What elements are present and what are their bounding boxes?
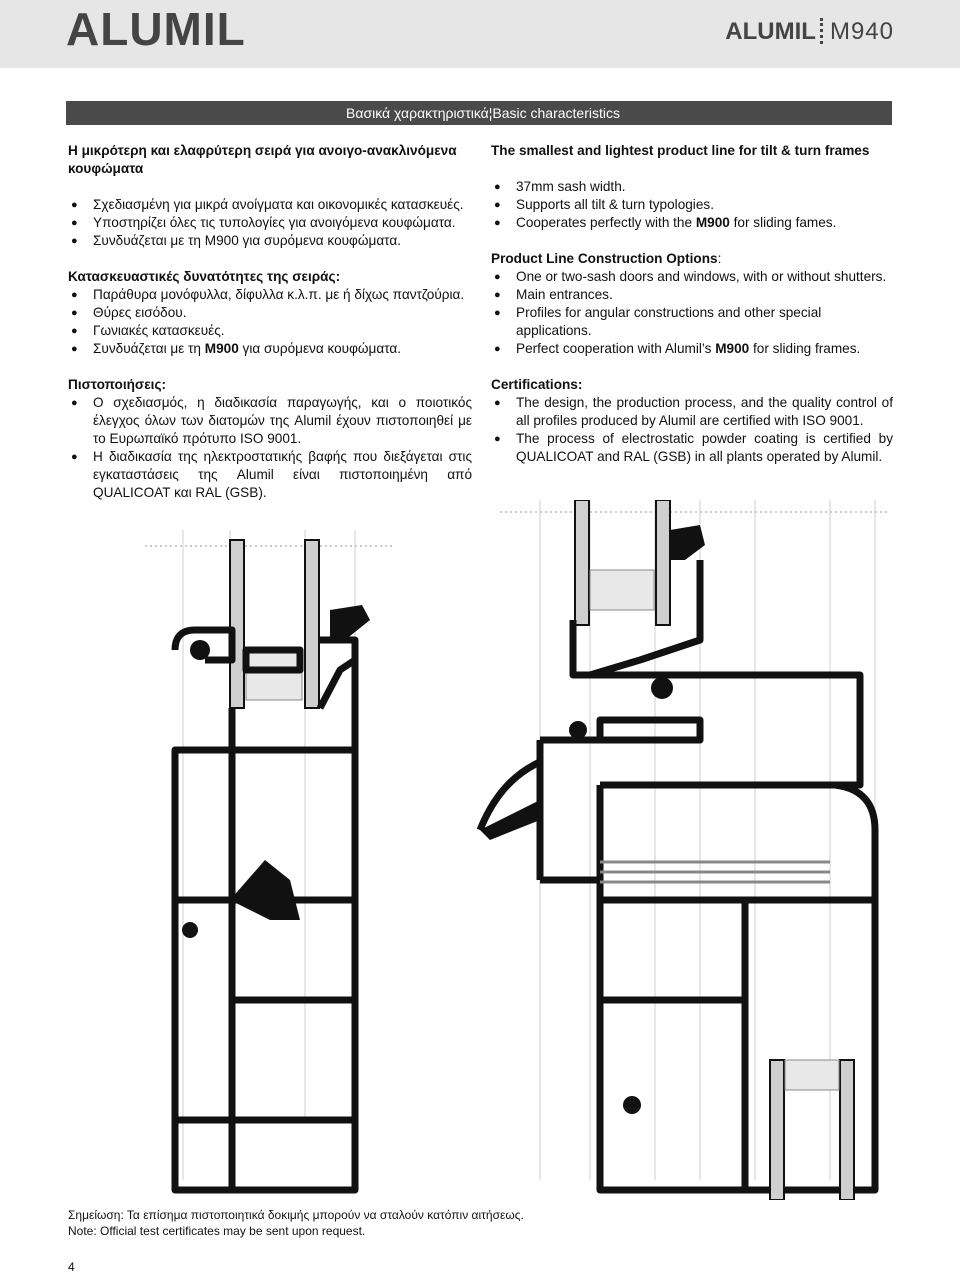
page-number: 4 <box>68 1260 75 1274</box>
english-options-title: Product Line Construction Options: <box>491 251 722 266</box>
footnote-english: Note: Official test certificates may be sent upon request. <box>68 1224 366 1238</box>
list-item: ● Γωνιακές κατασκευές. <box>68 322 472 340</box>
english-options-list <box>491 268 893 358</box>
greek-options-title: Κατασκευαστικές δυνατότητες της σειράς: <box>68 269 341 284</box>
section-title-bar: Βασικά χαρακτηριστικά¦Basic characteristics <box>66 101 892 125</box>
list-item: ● The design, the production process, and the quality control of all profiles produced by Alumil are certified with ISO 9001. <box>491 394 893 430</box>
header-band <box>0 0 960 68</box>
english-cert-title: Certifications: <box>491 377 583 392</box>
profile-cross-section-drawing <box>0 500 960 1200</box>
alumil-m940-logo <box>725 18 894 46</box>
list-item: ● Υποστηρίζει όλες τις τυπολογίες για ανοιγόμενα κουφώματα. <box>68 214 472 232</box>
english-intro-list <box>491 178 893 232</box>
list-item: ● 37mm sash width. <box>491 178 893 196</box>
list-item: ● Perfect cooperation with Alumil’s M900 for sliding frames. <box>491 340 893 358</box>
greek-intro-title: Η μικρότερη και ελαφρύτερη σειρά για ανοιγο-ανακλινόμενα κουφώματα <box>68 143 457 176</box>
list-item: ● Supports all tilt & turn typologies. <box>491 196 893 214</box>
list-item: ● One or two-sash doors and windows, with or without shutters. <box>491 268 893 286</box>
list-item: ● Ο σχεδιασμός, η διαδικασία παραγωγής, και ο ποιοτικός έλεγχος όλων των διατομών της Alumil έχουν πιστοποιηθεί με το Ευρωπαϊκό πρότυπο ISO 9001. <box>68 394 472 448</box>
list-item: ● Η διαδικασία της ηλεκτροστατικής βαφής που διεξάγεται στις εγκαταστάσεις της Alumil είναι πιστοποιημένη από QUALICOAT και RAL (GSB). <box>68 448 472 502</box>
list-item: ● The process of electrostatic powder coating is certified by QUALICOAT and RAL (GSB) in all plants operated by Alumil. <box>491 430 893 466</box>
list-item: ● Θύρες εισόδου. <box>68 304 472 322</box>
logo-brand-text: ALUMIL <box>725 18 816 45</box>
logo-separator <box>820 18 826 44</box>
logo-model-text: M940 <box>829 18 894 45</box>
greek-cert-list <box>68 394 472 502</box>
list-item: ● Συνδυάζεται με τη M900 για συρόμενα κουφώματα. <box>68 340 472 358</box>
english-intro-title: The smallest and lightest product line for tilt & turn frames <box>491 143 870 158</box>
list-item: ● Συνδυάζεται με τη M900 για συρόμενα κουφώματα. <box>68 232 472 250</box>
greek-options-list <box>68 286 472 358</box>
footnote-greek: Σημείωση: Τα επίσημα πιστοποιητικά δοκιμής μπορούν να σταλούν κατόπιν αιτήσεως. <box>68 1208 524 1222</box>
greek-column <box>68 142 472 502</box>
list-item: ● Main entrances. <box>491 286 893 304</box>
list-item: ● Cooperates perfectly with the M900 for sliding fames. <box>491 214 893 232</box>
english-cert-list <box>491 394 893 466</box>
english-column <box>491 142 893 466</box>
right-glazing-bottom <box>770 1060 854 1200</box>
alumil-logo: ALUMIL <box>66 3 246 55</box>
list-item: ● Profiles for angular constructions and other special applications. <box>491 304 893 340</box>
footnote <box>68 1207 524 1239</box>
left-glazing <box>230 540 319 708</box>
greek-intro-list <box>68 196 472 250</box>
list-item: ● Σχεδιασμένη για μικρά ανοίγματα και οικονομικές κατασκευές. <box>68 196 472 214</box>
list-item: ● Παράθυρα μονόφυλλα, δίφυλλα κ.λ.π. με ή δίχως παντζούρια. <box>68 286 472 304</box>
right-glazing-top <box>575 500 670 625</box>
greek-cert-title: Πιστοποιήσεις: <box>68 377 167 392</box>
